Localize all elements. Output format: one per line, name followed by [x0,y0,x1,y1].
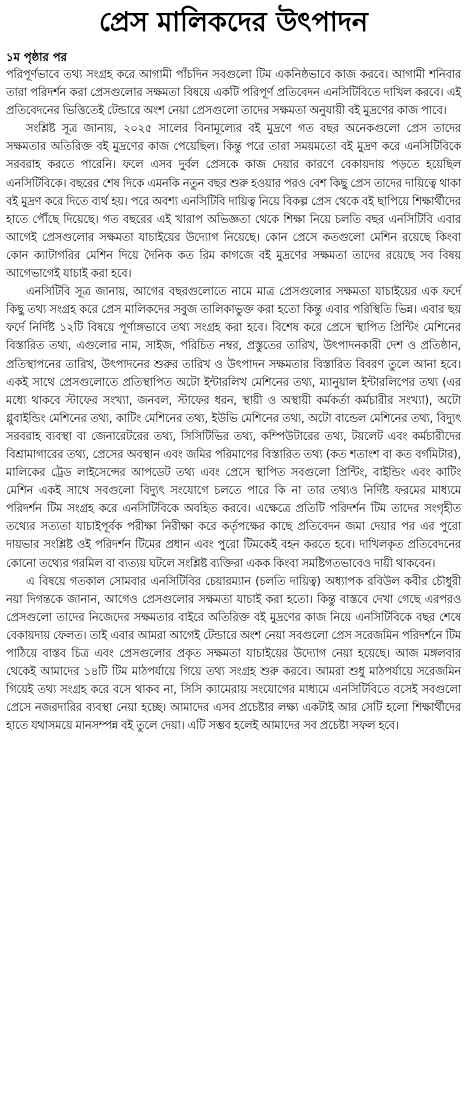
article-headline: প্রেস মালিকদের উৎপাদন [98,7,369,38]
article-paragraph-1: পরিপূর্ণভাবে তথ্য সংগ্রহ করে আগামী পাঁচদিন সবগুলো টিম একনিষ্ঠভাবে কাজ করবে। আগামী শনিবার তারা পরিদর্শন করা প্রেসগুলোর সক্ষমতা বিষয়ে একটি পরিপূর্ণ প্রতিবেদন এনসিটিবিতে দাখিল করবে। এই প্রতিবেদনের ভিত্তিতেই টেন্ডারে অংশ নেয়া প্রেসগুলো তাদের সক্ষমতা অনুযায়ী বই মুদ্রণের কাজ পাবে। [6,68,461,118]
article-paragraph-4: এ বিষয়ে গতকাল সোমবার এনসিটিবির চেয়ারম্যান (চলতি দায়িত্ব) অধ্যাপক রবিউল কবীর চৌধুরী নয়া দিগন্তকে জানান, আগেও প্রেসগুলোর সক্ষমতা যাচাই করা হতো। কিন্তু বাস্তবে দেখা গেছে এরপরও প্রেসগুলো তাদের নিজেদের সক্ষমতার বাইরে অতিরিক্ত বই মুদ্রণের কাজ নিয়ে এনসিটিবিকে বছর শেষে বেকায়দায় ফেলত। তাই এবার আমরা আগেই টেন্ডারে অংশ নেয়া সবগুলো প্রেস সরেজমিন পরিদর্শনে টিম পাঠিয়ে বাস্তব চিত্র এবং প্রেসগুলোর প্রকৃত সক্ষমতা যাচাইয়ের উদ্যোগ নেয়া হয়েছে। আজ মঙ্গলবার থেকেই আমাদের ১৪টি টিম মাঠপর্যায়ে গিয়ে তথ্য সংগ্রহ শুরু করবে। আমরা শুধু মাঠপর্যায়ে সরেজমিন গিয়েই তথ্য সংগ্রহ করে বসে থাকব না, সিসি ক্যামেরায় সংযোগের মাধ্যমে এনসিটিবিতে বসেই সবগুলো প্রেসে নজরদারির ব্যবস্থা নেয়া হচ্ছে। আমাদের এসব প্রচেষ্টার লক্ষ্য একটাই আর সেটি হলো শিক্ষার্থীদের হাতে যথাসময়ে মানসম্পন্ন বই তুলে দেয়া। এটি সম্ভব হলেই আমাদের সব প্রচেষ্টা সফল হবে। [6,574,461,733]
article-paragraph-2: সংশ্লিষ্ট সূত্র জানায়, ২০২৫ সালের বিনামূল্যের বই মুদ্রণে গত বছর অনেকগুলো প্রেস তাদের সক্ষমতার অতিরিক্ত বই মুদ্রণের কাজ পেয়েছিল। কিন্তু পরে তারা সময়মতো বই মুদ্রণ করে এনসিটিবিকে সরবরাহ করতে পারেনি। ফলে এসব দুর্বল প্রেসকে কাজ দেয়ার কারণে বেকায়দায় পড়তে হয়েছিল এনসিটিবিকে। বছরের শেষ দিকে এমনকি নতুন বছর শুরু হওয়ার পরও বেশ কিছু প্রেস তাদের দায়িত্বে থাকা বই মুদ্রণ করে দিতে ব্যর্থ হয়। পরে অবশ্য এনসিটিবি দায়িত্ব নিয়ে বিকল্প প্রেস থেকে বই ছাপিয়ে শিক্ষার্থীদের হাতে পৌঁছে দিয়েছে। গত বছরের এই খারাপ অভিজ্ঞতা থেকে শিক্ষা নিয়ে চলতি বছর এনসিটিবি এবার আগেই প্রেসগুলোর সক্ষমতা যাচাইয়ের উদ্যোগ নিয়েছে। কোন প্রেসে কতগুলো মেশিন রয়েছে কিংবা কোন ক্যাটাগরির মেশিন দিয়ে দৈনিক কত রিম কাগজে বই মুদ্রণের সক্ষমতা তাদের রয়েছে সব বিষয় আগেভাগেই যাচাই করা হবে। [6,122,461,281]
continued-from-label: ১ম পৃষ্ঠার পর [6,50,67,64]
article-paragraph-3: এনসিটিবি সূত্র জানায়, আগের বছরগুলোতে নামে মাত্র প্রেসগুলোর সক্ষমতা যাচাইয়ের এক ফর্দে কিছু তথ্য সংগ্রহ করে প্রেস মালিকদের সবুজ তালিকাভুক্ত করা হতো কিন্তু এবার পরিস্থিতি ভিন্ন। এবার ছয় ফর্দে নির্দিষ্ট ১২টি বিষয়ে পূর্ণাঙ্গভাবে তথ্য সংগ্রহ করা হবে। বিশেষ করে প্রেসে স্থাপিত প্রিন্টিং মেশিনের বিস্তারিত তথ্য, এগুলোর নাম, সাইজ, পরিচিত নম্বর, প্রস্তুতের তারিখ, উৎপাদনকারী দেশ ও প্রতিষ্ঠান, প্রতিস্থাপনের তারিখ, উৎপাদনের শুরুর তারিখ ও উৎপাদন সক্ষমতার বিস্তারিত বিবরণ তুলে আনা হবে। একই সাথে প্রেসগুলোতে প্রতিস্থাপিত অটো ইন্টারলিখ মেশিনের তথ্য, ম্যানুয়াল ইন্টারলিপের তথ্য (এর মধ্যে থাকবে স্টাফের সংখ্যা, জনবল, স্টাফের ধরন, স্থায়ী ও অস্থায়ী কর্মকর্তা কর্মচারীর সংখ্যা), অটো গ্লুবাইন্ডিং মেশিনের তথ্য, কাটিং মেশিনের তথ্য, ইউভি মেশিনের তথ্য, অটো বান্ডেল মেশিনের তথ্য, বিদ্যুৎ সরবরাহ ব্যবস্থা বা জেনারেটরের তথ্য, সিসিটিভির তথ্য, কম্পিউটারের তথ্য, টয়লেট এবং কর্মচারীদের বিশ্রামাগারের তথ্য, প্রেসের অবস্থান এবং জমির পরিমাণের বিস্তারিত তথ্য (কত শতাংশ বা কত বর্গমিটার), মালিকের ট্রেড লাইসেন্সের আপডেট তথ্য এবং প্রেসে স্থাপিত সবগুলো প্রিন্টিং, বাইন্ডিং এবং কাটিং মেশিন একই সাথে সবগুলো বিদ্যুৎ সংযোগে চলতে পারে কি না তার তথ্যও নির্দিষ্ট ফরমের মাধ্যমে পরিদর্শন টিম সংগ্রহ করে এনসিটিবিকে অবহিত করবে। এক্ষেত্রে প্রতিটি পরিদর্শন টিম তাদের সংগৃহীত তথ্যের সত্যতা যাচাইপূর্বক পরীক্ষা নিরীক্ষা করে কর্তৃপক্ষের কাছে প্রতিবেদন জমা দেয়ার পর এর পুরো দায়ভার সংশ্লিষ্ট ওই পরিদর্শন টিমের প্রধান এবং পুরো টিমকেই বহন করতে হবে। দাখিলকৃত প্রতিবেদনের কোনো তথ্যের গরমিল বা ব্যত্যয় ঘটলে সংশ্লিষ্ট ব্যক্তিরা একক কিংবা সমষ্টিগতভাবেও দায়ী থাকবেন। [6,285,461,570]
